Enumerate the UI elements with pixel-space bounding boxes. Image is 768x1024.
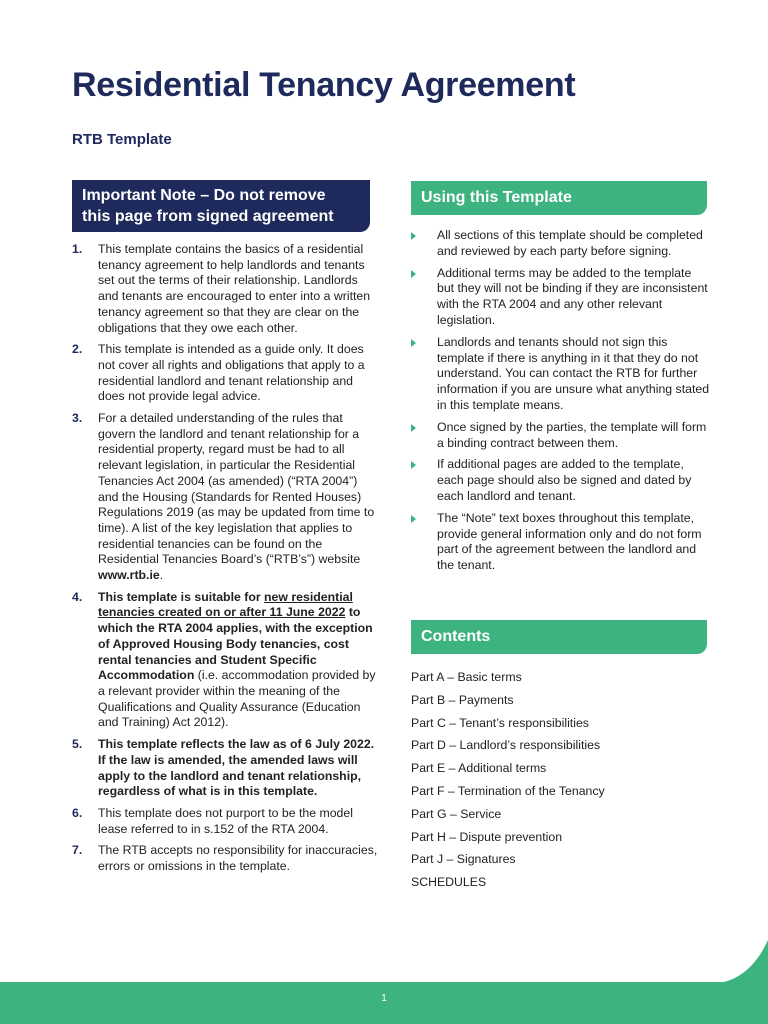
- contents-list: [411, 668, 711, 896]
- item-number: 4.: [72, 589, 83, 604]
- contents-item-part-e[interactable]: Part E – Additional terms: [411, 761, 547, 776]
- important-note-heading-line1: Important Note – Do not remove: [82, 187, 326, 204]
- contents-item-part-d[interactable]: Part D – Landlord’s responsibilities: [411, 738, 601, 753]
- page-title: Residential Tenancy Agreement: [72, 66, 576, 104]
- list-item: [72, 737, 380, 800]
- triangle-bullet-icon: [411, 270, 416, 278]
- list-item: [411, 335, 711, 414]
- item-text: Additional terms may be added to the template but they will not be binding if they are inconsistent with the RTA 2004 and any other relevant legislation.: [437, 265, 708, 327]
- contents-item-part-c[interactable]: Part C – Tenant’s responsibilities: [411, 715, 589, 730]
- important-note-list: [72, 242, 380, 881]
- item-bold-underlined-text: new residential tenancies created on or after 11 June 2022: [98, 589, 353, 620]
- contents-item-part-a[interactable]: Part A – Basic terms: [411, 670, 522, 684]
- list-item: [411, 511, 711, 574]
- item-bold-text: to which the RTA 2004 applies, with the exception of Approved Housing Body tenancies, cost rental tenancies and Student Specific Accommodation: [98, 605, 373, 683]
- item-text: This template contains the basics of a residential tenancy agreement to help landlords and tenants set out the terms of their relationship. Landlords and tenants are encouraged to enter into a written tenancy agreement so that they are clear on the obligations that they owe each other.: [98, 242, 371, 335]
- contents-item-part-g[interactable]: Part G – Service: [411, 806, 502, 821]
- page-number: 1: [381, 993, 387, 1004]
- triangle-bullet-icon: [411, 339, 416, 347]
- list-item: [72, 806, 380, 837]
- item-text: All sections of this template should be completed and reviewed by each party before signing.: [437, 228, 703, 258]
- item-text: Once signed by the parties, the template will form a binding contract between them.: [437, 419, 707, 450]
- item-text-end: .: [159, 568, 164, 583]
- triangle-bullet-icon: [411, 232, 416, 240]
- item-number: 6.: [72, 805, 83, 820]
- contents-item-part-j[interactable]: Part J – Signatures: [411, 852, 516, 867]
- list-item: [411, 457, 711, 504]
- item-text: This template is intended as a guide only. It does not cover all rights and obligations that apply to a residential landlord and tenant relationship and does not provide legal advice.: [98, 342, 365, 404]
- using-template-heading: Using this Template: [411, 181, 707, 215]
- rtb-website-link[interactable]: www.rtb.ie: [98, 568, 160, 583]
- list-item: [72, 242, 380, 336]
- item-text: For a detailed understanding of the rules that govern the landlord and tenant relationship for a residential property, regard must be had to all relevant legislation, in particular the Residential Tenancies Act 2004 (as amended) (“RTA 2004”) and the Housing (Standards for Rented Houses) Regulations 2019 (as may be updated from time to time). A list of the key legislation that applies to residential tenancies can be found on the Residential Tenancies Board’s (“RTB’s”) website: [98, 411, 375, 567]
- important-note-heading-line2: this page from signed agreement: [82, 208, 334, 225]
- item-number: 3.: [72, 411, 83, 426]
- item-text: This template does not purport to be the model lease referred to in s.152 of the RTA 2004.: [98, 805, 353, 836]
- list-item: [411, 228, 711, 260]
- triangle-bullet-icon: [411, 424, 416, 432]
- item-text: The “Note” text boxes throughout this template, provide general information only and do not form part of the agreement between the landlord and the tenant.: [437, 510, 702, 573]
- contents-item-part-h[interactable]: Part H – Dispute prevention: [411, 829, 563, 844]
- using-template-list: [411, 228, 711, 580]
- item-text: Landlords and tenants should not sign this template if there is anything in it that they do not understand. You can contact the RTB for further information if you are unsure what anything stated in this template means.: [437, 334, 710, 412]
- item-number: 1.: [72, 242, 83, 256]
- item-number: 7.: [72, 843, 83, 858]
- item-text: The RTB accepts no responsibility for inaccuracies, errors or omissions in the template.: [98, 843, 378, 874]
- page-subtitle: RTB Template: [72, 131, 172, 148]
- list-item: [72, 342, 380, 405]
- contents-heading: Contents: [411, 620, 707, 654]
- list-item: [411, 266, 711, 329]
- item-text: If additional pages are added to the template, each page should also be signed and dated by each landlord and tenant.: [437, 457, 692, 503]
- list-item: [72, 411, 380, 584]
- list-item: [72, 843, 380, 874]
- contents-item-schedules[interactable]: SCHEDULES: [411, 875, 487, 890]
- contents-item-part-f[interactable]: Part F – Termination of the Tenancy: [411, 783, 605, 798]
- triangle-bullet-icon: [411, 461, 416, 469]
- list-item: [411, 420, 711, 452]
- item-bold-text: This template reflects the law as of 6 July 2022. If the law is amended, the amended laws will apply to the landlord and tenant relationship, regardless of what is in this template.: [98, 737, 375, 799]
- contents-item-part-b[interactable]: Part B – Payments: [411, 692, 514, 707]
- item-number: 2.: [72, 342, 83, 357]
- item-bold-text: This template is suitable for: [98, 589, 265, 604]
- triangle-bullet-icon: [411, 515, 416, 523]
- footer-curve-decoration: [708, 940, 768, 984]
- item-text: (i.e. accommodation provided by a relevant provider within the meaning of the Qualifications and Quality Assurance (Education and Training) Act 2012).: [98, 668, 376, 730]
- item-number: 5.: [72, 737, 83, 752]
- list-item: [72, 590, 380, 731]
- important-note-heading: [72, 180, 370, 232]
